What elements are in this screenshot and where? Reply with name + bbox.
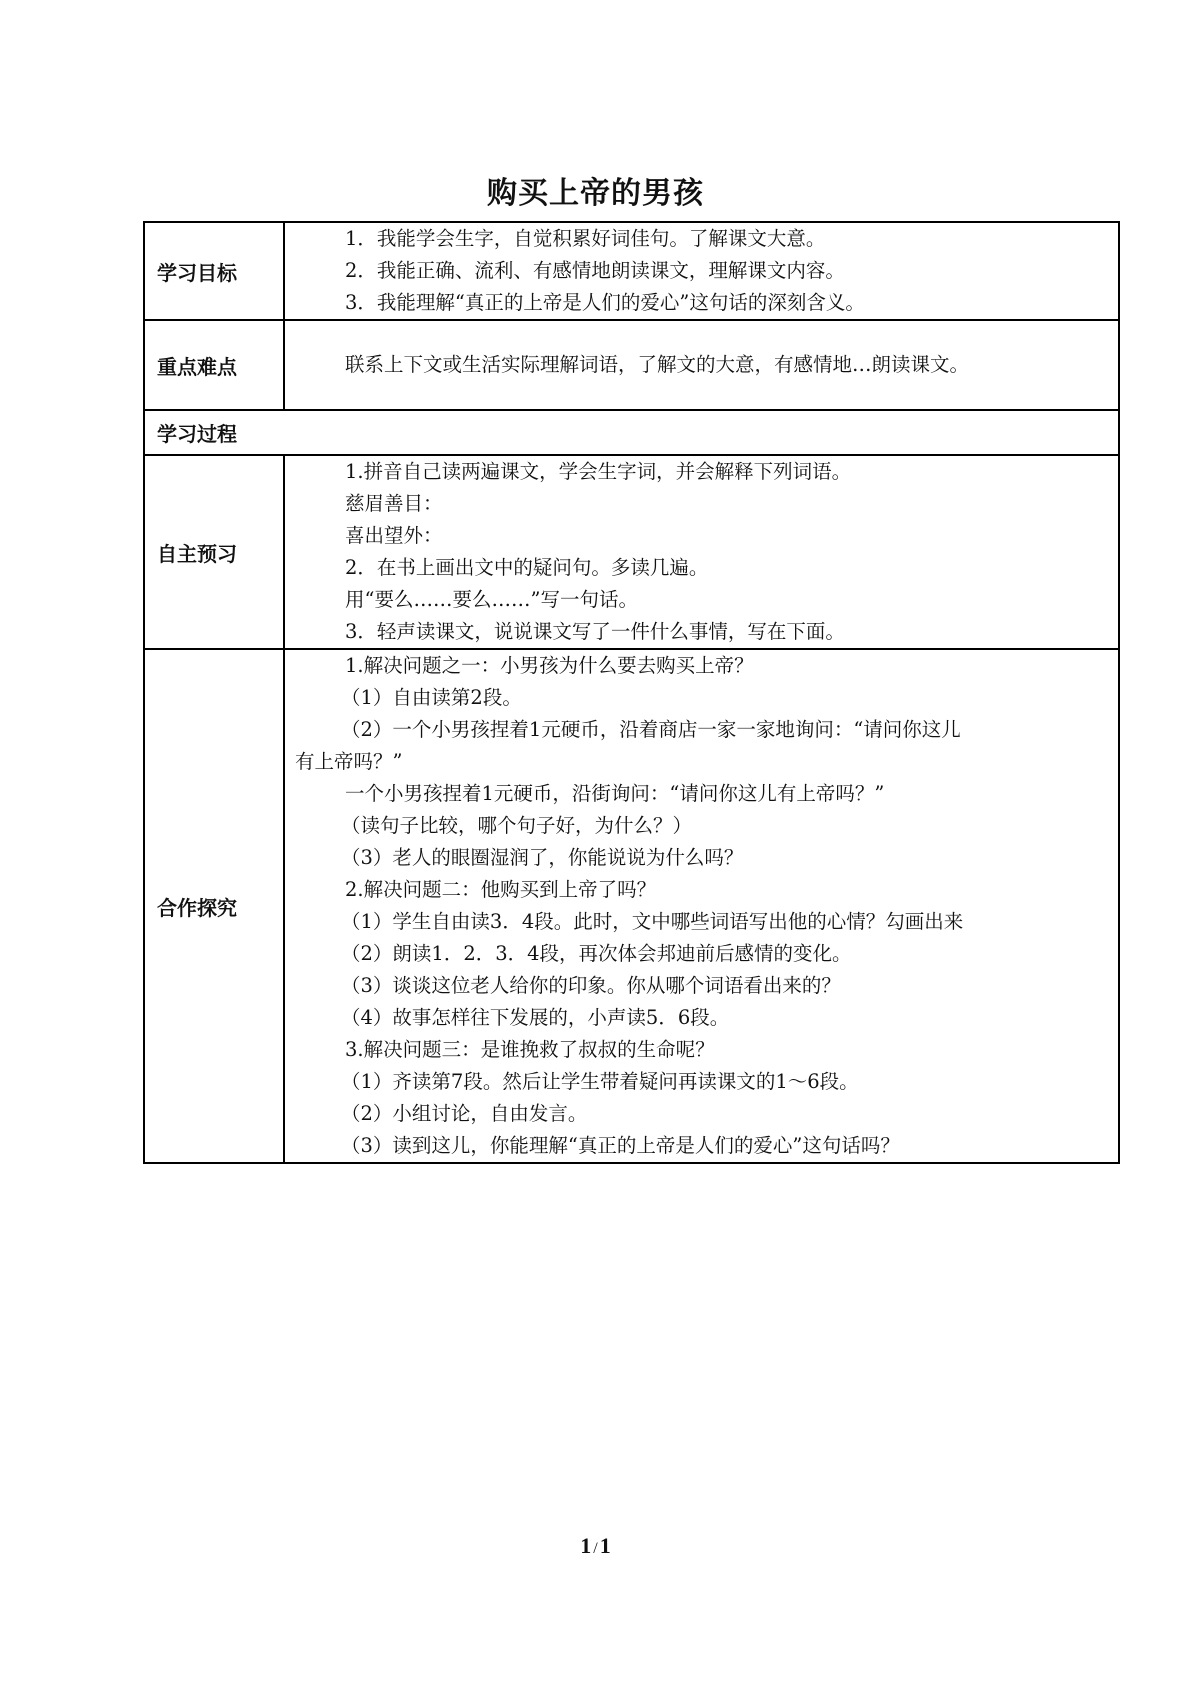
row-self-preview <box>144 455 1119 649</box>
content-key-points <box>284 320 1119 410</box>
inquiry-line: 2.解决问题二：他购买到上帝了吗？ <box>345 878 657 901</box>
label-key-points: 重点难点 <box>144 320 284 410</box>
row-key-points <box>144 320 1119 410</box>
preview-line: 喜出望外： <box>345 524 443 547</box>
goal-line: 2．我能正确、流利、有感情地朗读课文，理解课文内容。 <box>345 259 845 282</box>
goal-line: 1．我能学会生字，自觉积累好词佳句。了解课文大意。 <box>345 227 826 250</box>
preview-line: 3．轻声读课文，说说课文写了一件什么事情，写在下面。 <box>345 620 845 643</box>
inquiry-line: （读句子比较，哪个句子好，为什么？） <box>341 814 693 837</box>
inquiry-line: 3.解决问题三：是谁挽救了叔叔的生命呢？ <box>345 1038 715 1061</box>
page-total: 1 <box>599 1533 611 1558</box>
page-current: 1 <box>580 1533 592 1558</box>
preview-line: 1.拼音自己读两遍课文，学会生字词，并会解释下列词语。 <box>345 460 852 483</box>
inquiry-line: （3）谈谈这位老人给你的印象。你从哪个词语看出来的？ <box>341 974 841 997</box>
document-title: 购买上帝的男孩 <box>487 176 704 211</box>
content-cooperative-inquiry <box>284 649 1119 1163</box>
inquiry-line: 有上帝吗？” <box>295 750 403 773</box>
inquiry-line: （2）一个小男孩捏着1元硬币，沿着商店一家一家地询问：“请问你这儿 <box>341 718 961 741</box>
inquiry-line: （3）老人的眼圈湿润了，你能说说为什么吗？ <box>341 846 744 869</box>
label-learning-goals: 学习目标 <box>144 222 284 320</box>
preview-line: 慈眉善目： <box>345 492 443 515</box>
page-number <box>0 1533 1191 1559</box>
row-learning-process <box>144 410 1119 455</box>
label-self-preview: 自主预习 <box>144 455 284 649</box>
inquiry-line: （2）小组讨论，自由发言。 <box>341 1102 588 1125</box>
inquiry-line: （2）朗读1．2．3．4段，再次体会邦迪前后感情的变化。 <box>341 942 852 965</box>
inquiry-line: （4）故事怎样往下发展的，小声读5．6段。 <box>341 1006 730 1029</box>
inquiry-line: （1）学生自由读3．4段。此时，文中哪些词语写出他的心情？勾画出来 <box>341 910 964 933</box>
content-learning-goals <box>284 222 1119 320</box>
inquiry-line: （1）自由读第2段。 <box>341 686 522 709</box>
inquiry-line: （3）读到这儿，你能理解“真正的上帝是人们的爱心”这句话吗？ <box>341 1134 900 1157</box>
label-learning-process: 学习过程 <box>144 410 1119 455</box>
page-separator: / <box>593 1540 598 1557</box>
lesson-plan-table <box>143 221 1120 1164</box>
preview-line: 2．在书上画出文中的疑问句。多读几遍。 <box>345 556 709 579</box>
row-learning-goals <box>144 222 1119 320</box>
inquiry-line: （1）齐读第7段。然后让学生带着疑问再读课文的1～6段。 <box>341 1070 859 1093</box>
preview-line: 用“要么……要么……”写一句话。 <box>345 588 638 611</box>
inquiry-line: 一个小男孩捏着1元硬币，沿街询问：“请问你这儿有上帝吗？” <box>345 782 885 805</box>
label-cooperative-inquiry: 合作探究 <box>144 649 284 1163</box>
goal-line: 3．我能理解“真正的上帝是人们的爱心”这句话的深刻含义。 <box>345 291 865 314</box>
row-cooperative-inquiry <box>144 649 1119 1163</box>
key-points-text: 联系上下文或生活实际理解词语，了解文的大意，有感情地…朗读课文。 <box>345 353 970 376</box>
inquiry-line: 1.解决问题之一：小男孩为什么要去购买上帝？ <box>345 654 754 677</box>
content-self-preview <box>284 455 1119 649</box>
